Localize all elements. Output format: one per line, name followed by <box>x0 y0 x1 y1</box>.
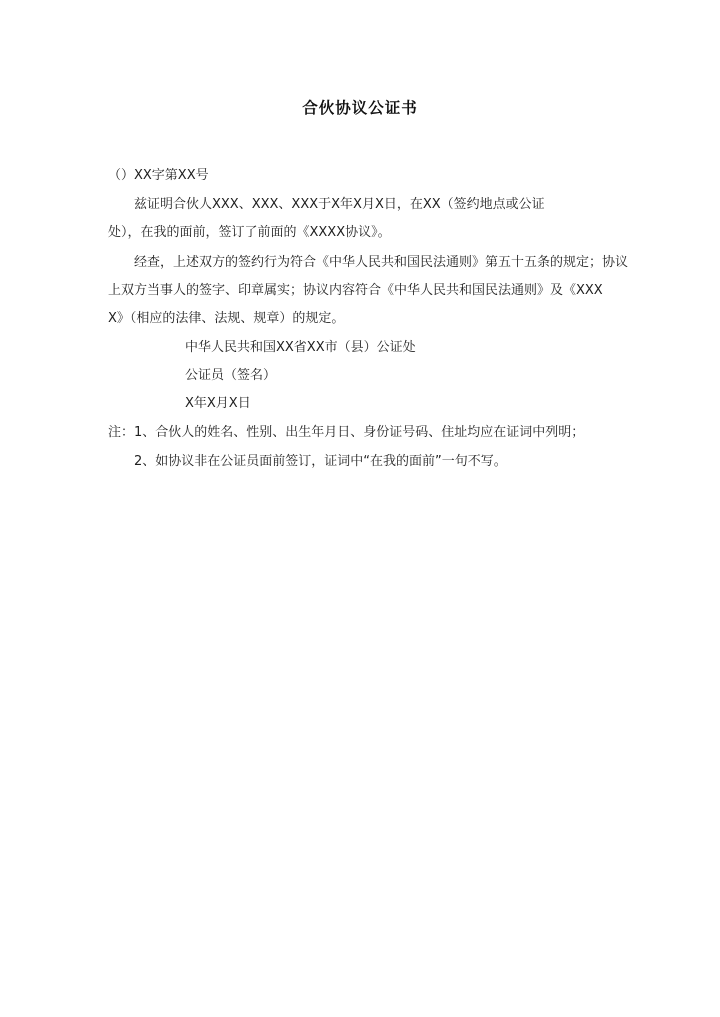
signature-office: 中华人民共和国XX省XX市（县）公证处 <box>185 340 416 355</box>
note-2: 2、如协议非在公证员面前签订，证词中“在我的面前”一句不写。 <box>134 454 507 469</box>
paragraph2-line1: 经查，上述双方的签约行为符合《中华人民共和国民法通则》第五十五条的规定；协议 <box>134 255 629 270</box>
note-1: 注：1、合伙人的姓名、性别、出生年月日、身份证号码、住址均应在证词中列明； <box>108 425 585 440</box>
paragraph1-line1: 兹证明合伙人XXX、XXX、XXX于X年X月X日，在XX（签约地点或公证 <box>134 197 545 212</box>
document-number-line: （）XX字第XX号 <box>108 168 209 183</box>
paragraph2-line3: X》（相应的法律、法规、规章）的规定。 <box>108 311 345 326</box>
paragraph2-line2: 上双方当事人的签字、印章属实；协议内容符合《中华人民共和国民法通则》及《XXX <box>108 283 603 298</box>
signature-date: X年X月X日 <box>185 396 251 411</box>
document-title: 合伙协议公证书 <box>302 99 418 117</box>
signature-notary: 公证员（签名） <box>185 368 277 383</box>
paragraph1-line2: 处），在我的面前，签订了前面的《XXXX协议》。 <box>108 225 391 240</box>
